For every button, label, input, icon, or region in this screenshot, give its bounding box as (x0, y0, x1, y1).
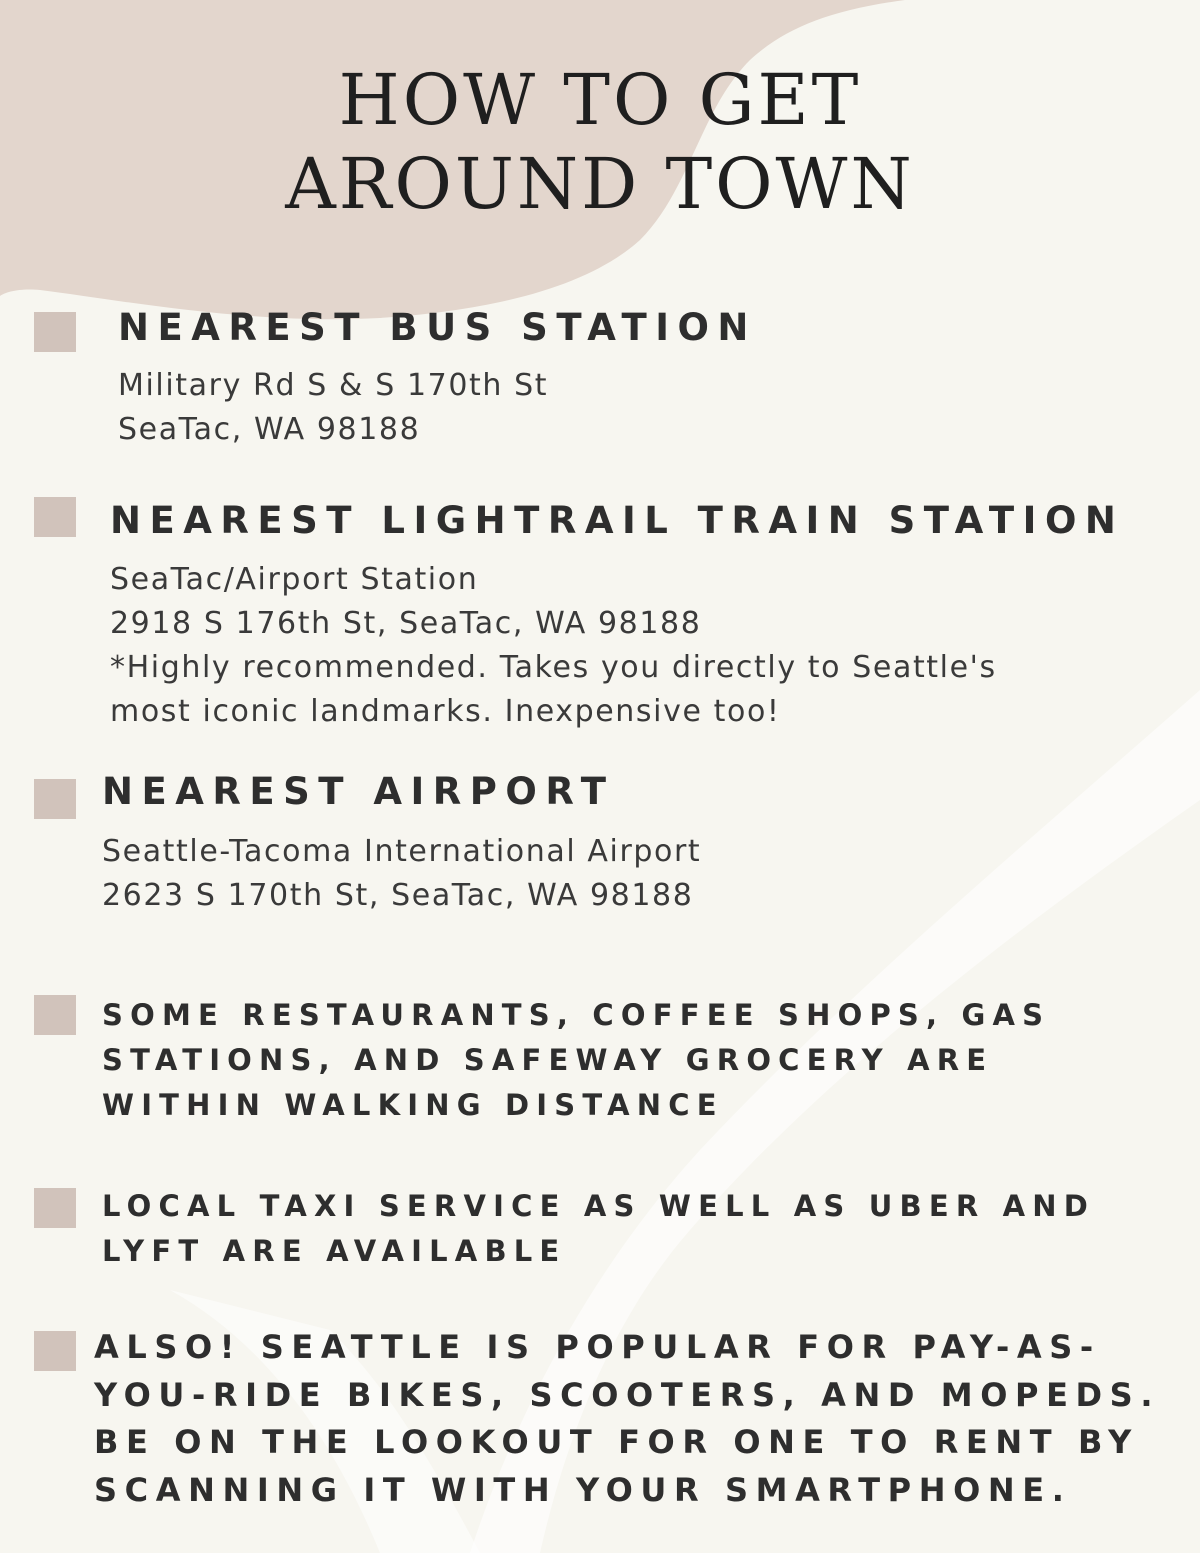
detail-line: SeaTac/Airport Station (110, 562, 479, 597)
bullet-square (34, 1188, 76, 1228)
bullet-square (34, 779, 76, 819)
lightrail-station-details (110, 558, 997, 734)
note-walking-distance (102, 993, 1050, 1128)
detail-line: *Highly recommended. Takes you directly to Seattle's (110, 650, 997, 685)
bullet-square (34, 995, 76, 1035)
section-heading-bus: NEAREST BUS STATION (118, 306, 757, 349)
address-line: Military Rd S & S 170th St (118, 368, 549, 403)
note-line: LYFT ARE AVAILABLE (102, 1234, 567, 1268)
page-title (0, 58, 1200, 226)
note-line: YOU-RIDE BIKES, SCOOTERS, AND MOPEDS. (94, 1375, 1161, 1414)
detail-line: most iconic landmarks. Inexpensive too! (110, 694, 781, 729)
title-line: HOW TO GET (338, 59, 862, 141)
title-line: AROUND TOWN (285, 143, 915, 225)
bullet-square (34, 312, 76, 352)
note-bike-scooter-rental (94, 1324, 1160, 1514)
address-line: 2623 S 170th St, SeaTac, WA 98188 (102, 878, 694, 913)
note-taxi-service (102, 1184, 1095, 1274)
bullet-square (34, 1331, 76, 1371)
note-line: ALSO! SEATTLE IS POPULAR FOR PAY-AS- (94, 1328, 1101, 1366)
airport-address (102, 830, 701, 918)
note-line: SOME RESTAURANTS, COFFEE SHOPS, GAS (102, 998, 1051, 1032)
bullet-square (34, 497, 76, 537)
detail-line: 2918 S 176th St, SeaTac, WA 98188 (110, 606, 702, 641)
section-heading-airport: NEAREST AIRPORT (102, 770, 615, 813)
note-line: WITHIN WALKING DISTANCE (102, 1088, 724, 1122)
address-line: Seattle-Tacoma International Airport (102, 834, 702, 869)
note-line: LOCAL TAXI SERVICE AS WELL AS UBER AND (102, 1189, 1096, 1223)
note-line: BE ON THE LOOKOUT FOR ONE TO RENT BY (94, 1423, 1139, 1461)
address-line: SeaTac, WA 98188 (118, 412, 421, 447)
note-line: SCANNING IT WITH YOUR SMARTPHONE. (94, 1470, 1072, 1509)
note-line: STATIONS, AND SAFEWAY GROCERY ARE (102, 1043, 994, 1077)
bus-station-address (118, 364, 548, 452)
section-heading-lightrail: NEAREST LIGHTRAIL TRAIN STATION (110, 499, 1125, 542)
